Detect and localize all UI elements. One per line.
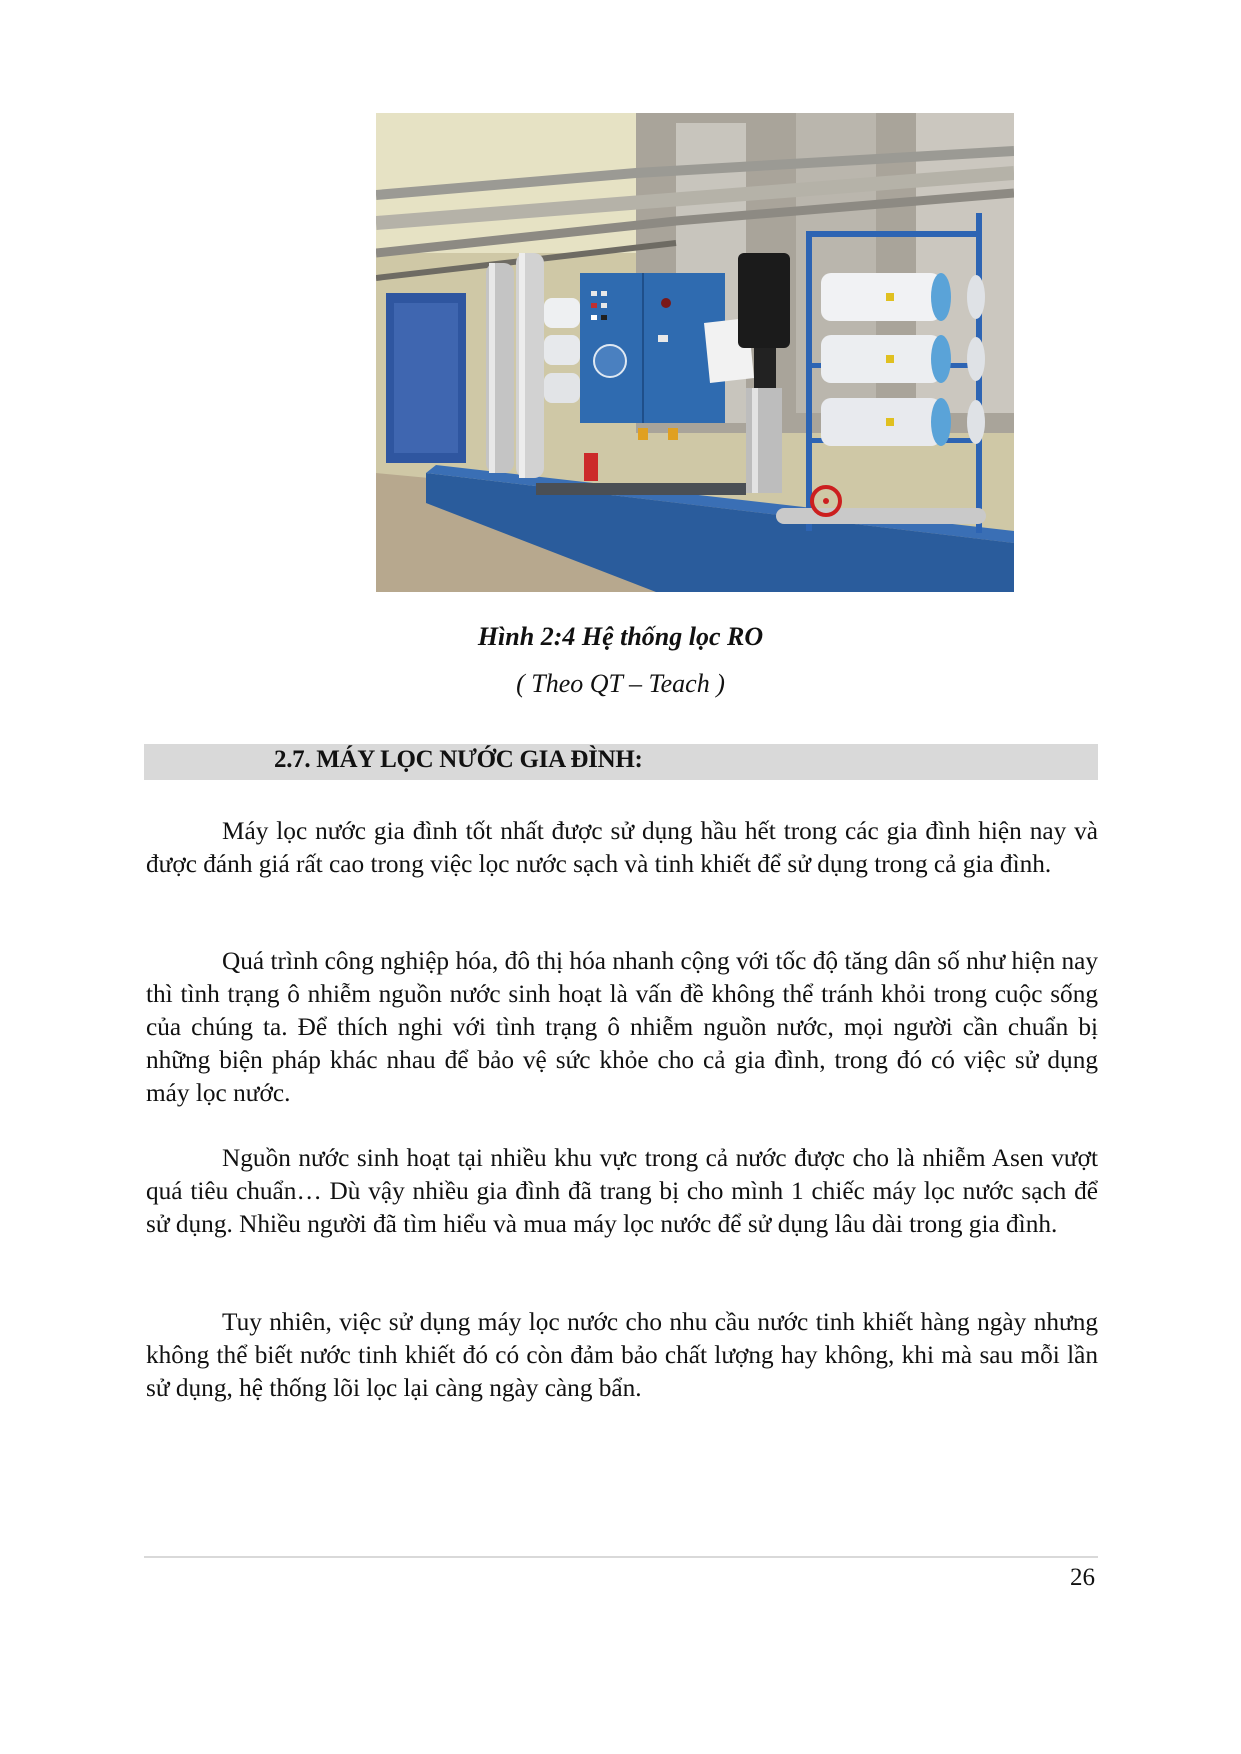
figure-caption-title: Hình 2:4 Hệ thống lọc RO [477,622,764,651]
section-heading: 2.7. MÁY LỌC NƯỚC GIA ĐÌNH: [274,746,643,773]
paragraph-3: Nguồn nước sinh hoạt tại nhiều khu vực trong cả nước được cho là nhiễm Asen vượt quá tiêu chuẩn… Dù vậy nhiều gia đình đã trang bị cho mình 1 chiếc máy lọc nước sạch để sử dụng. Nhiều người đã tìm hiểu và mua máy lọc nước để sử dụng lâu dài trong gia đình. [146,1144,1098,1238]
page-number: 26 [1070,1564,1095,1591]
paragraph-2: Quá trình công nghiệp hóa, đô thị hóa nhanh cộng với tốc độ tăng dân số như hiện nay thì tình trạng ô nhiễm nguồn nước sinh hoạt là vấn đề không thể tránh khỏi trong cuộc sống của chúng ta. Để thích nghi với tình trạng ô nhiễm nguồn nước, mọi người cần chuẩn bị những biện pháp khác nhau để bảo vệ sức khỏe cho cả gia đình, trong đó có việc sử dụng máy lọc nước. [146,947,1098,1107]
paragraph-4: Tuy nhiên, việc sử dụng máy lọc nước cho nhu cầu nước tinh khiết hàng ngày nhưng không thể biết nước tinh khiết đó có còn đảm bảo chất lượng hay không, khi mà sau mỗi lần sử dụng, hệ thống lõi lọc lại càng ngày càng bẩn. [146,1308,1098,1402]
ro-system-photo [376,113,1014,592]
paragraph-1: Máy lọc nước gia đình tốt nhất được sử dụng hầu hết trong các gia đình hiện nay và được đánh giá rất cao trong việc lọc nước sạch và tinh khiết để sử dụng trong cả gia đình. [146,817,1098,878]
footer-divider [144,1556,1098,1558]
figure-caption-source: ( Theo QT – Teach ) [516,669,725,698]
ro-system-illustration [376,113,1014,592]
